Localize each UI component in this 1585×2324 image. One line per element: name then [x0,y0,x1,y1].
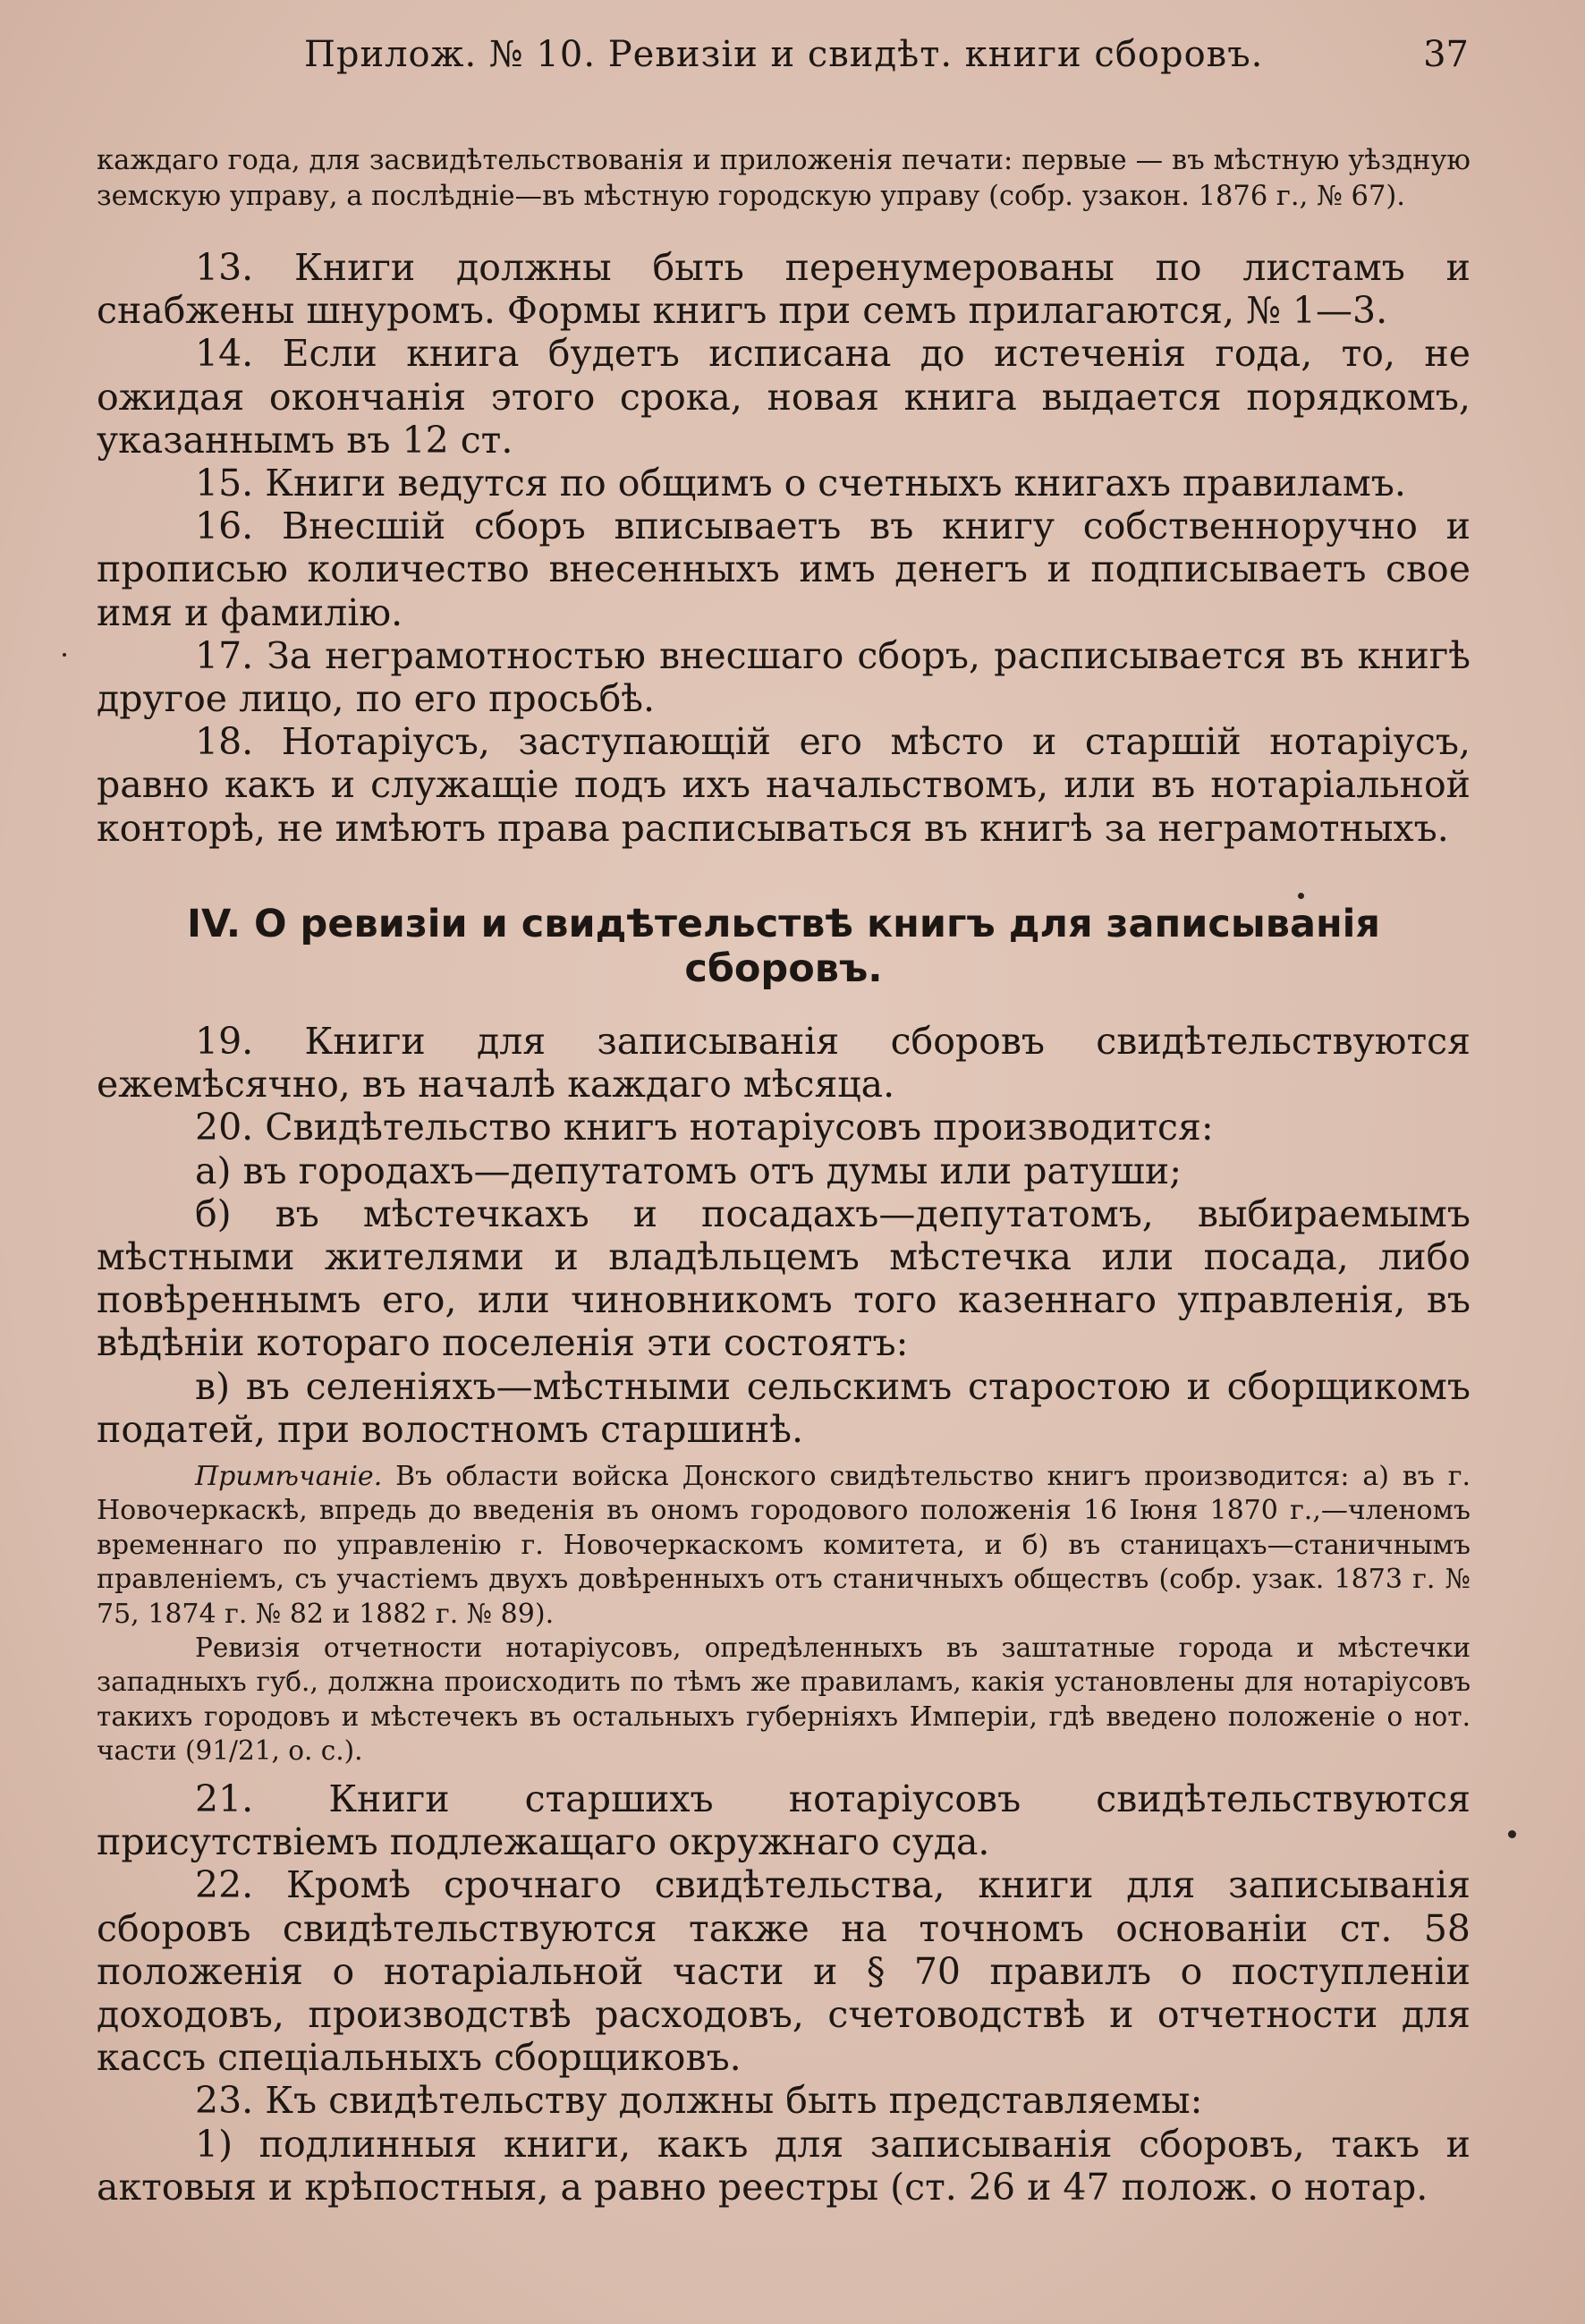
article-22: 22. Кромѣ срочнаго свидѣтельства, книги для записыванія сборовъ свидѣтельствуются также на точномъ основаніи ст. 58 положенія о нотаріальной части и § 70 правилъ о поступленіи доходовъ, производствѣ расходовъ, счетоводствѣ и отчетности для кассъ спеціальныхъ сборщиковъ. [97,1863,1471,2080]
ink-speck [1508,1830,1516,1838]
ink-speck [63,653,66,657]
article-21: 21. Книги старшихъ нотаріусовъ свидѣтельствуются присутствіемъ подлежащаго окружнаго суда. [97,1777,1471,1864]
article-20-b: б) въ мѣстечкахъ и посадахъ—депутатомъ, выбираемымъ мѣстными жителями и владѣльцемъ мѣстечка или посада, либо повѣреннымъ его, или чиновникомъ того казеннаго управленія, въ вѣдѣніи котораго поселенія эти состоятъ: [97,1192,1471,1365]
article-20-v: в) въ селеніяхъ—мѣстными сельскимъ старостою и сборщикомъ податей, при волостномъ старшинѣ. [97,1364,1471,1451]
page-number: 37 [1423,34,1469,75]
article-14: 14. Если книга будетъ исписана до истеченія года, то, не ожидая окончанія этого срока, новая книга выдается порядкомъ, указаннымъ въ 12 ст. [97,332,1471,462]
article-15: 15. Книги ведутся по общимъ о счетныхъ книгахъ правиламъ. [195,462,1406,505]
note-label: Примѣчаніе. [195,1461,383,1492]
article-20: 20. Свидѣтельство книгъ нотаріусовъ производится: [195,1106,1214,1149]
article-13: 13. Книги должны быть перенумерованы по листамъ и снабжены шнуромъ. Формы книгъ при семъ прилагаются, № 1—3. [97,246,1471,333]
article-16: 16. Внесшій сборъ вписываетъ въ книгу собственноручно и прописью количество внесенныхъ имъ денегъ и подписываетъ свое имя и фамилію. [97,505,1471,634]
article-block-21-23 [97,1777,1471,2209]
note-text: Въ области войска Донского свидѣтельство книгъ производится: а) въ г. Новочеркаскѣ, впредь до введенія въ ономъ городового положенія 16 Іюня 1870 г.,—членомъ временнаго по управленію г. Новочеркаскомъ комитета, и б) въ станицахъ—станичнымъ правленіемъ, съ участіемъ двухъ довѣренныхъ отъ станичныхъ обществъ (собр. узак. 1873 г. № 75, 1874 г. № 82 и 1882 г. № 89). [97,1461,1471,1630]
article-20-a: а) въ городахъ—депутатомъ отъ думы или ратуши; [195,1149,1182,1192]
ink-speck [1298,893,1304,899]
note-paragraph-2: Ревизія отчетности нотаріусовъ, опредѣленныхъ въ заштатные города и мѣстечки западныхъ губ., должна происходить по тѣмъ же правиламъ, какія установлены для нотаріусовъ такихъ городовъ и мѣстечекъ въ остальныхъ губерніяхъ Имперіи, гдѣ введено положеніе о нот. части (91/21, о. с.). [97,1633,1471,1767]
lead-paragraph: каждаго года, для засвидѣтельствованія и приложенія печати: первые — въ мѣстную уѣздную земскую управу, а послѣдніе—въ мѣстную городскую управу (собр. узакон. 1876 г., № 67). [97,145,1471,212]
article-block-13-18 [97,246,1471,850]
section-heading: IV. О ревизіи и свидѣтельствѣ книгъ для записыванія сборовъ. [186,902,1381,991]
note-block-2 [97,1631,1471,1768]
article-23: 23. Къ свидѣтельству должны быть представляемы: [195,2079,1203,2123]
article-block-19-20 [97,1020,1471,1451]
note-block [97,1460,1471,1632]
running-head: Прилож. № 10. Ревизіи и свидѣт. книги сборовъ. [304,34,1264,75]
article-18: 18. Нотаріусъ, заступающій его мѣсто и старшій нотаріусъ, равно какъ и служащіе подъ ихъ начальствомъ, или въ нотаріальной конторѣ, не имѣютъ права расписываться въ книгѣ за неграмотныхъ. [97,720,1471,850]
article-17: 17. За неграмотностью внесшаго сборъ, расписывается въ книгѣ другое лицо, по его просьбѣ. [97,633,1471,721]
note-paragraph [97,1460,1471,1632]
article-19: 19. Книги для записыванія сборовъ свидѣтельствуются ежемѣсячно, въ началѣ каждаго мѣсяца. [97,1020,1471,1107]
article-23-1: 1) подлинныя книги, какъ для записыванія сборовъ, такъ и актовыя и крѣпостныя, а равно реестры (ст. 26 и 47 полож. о нотар. [97,2122,1471,2209]
page-header [0,34,1585,79]
